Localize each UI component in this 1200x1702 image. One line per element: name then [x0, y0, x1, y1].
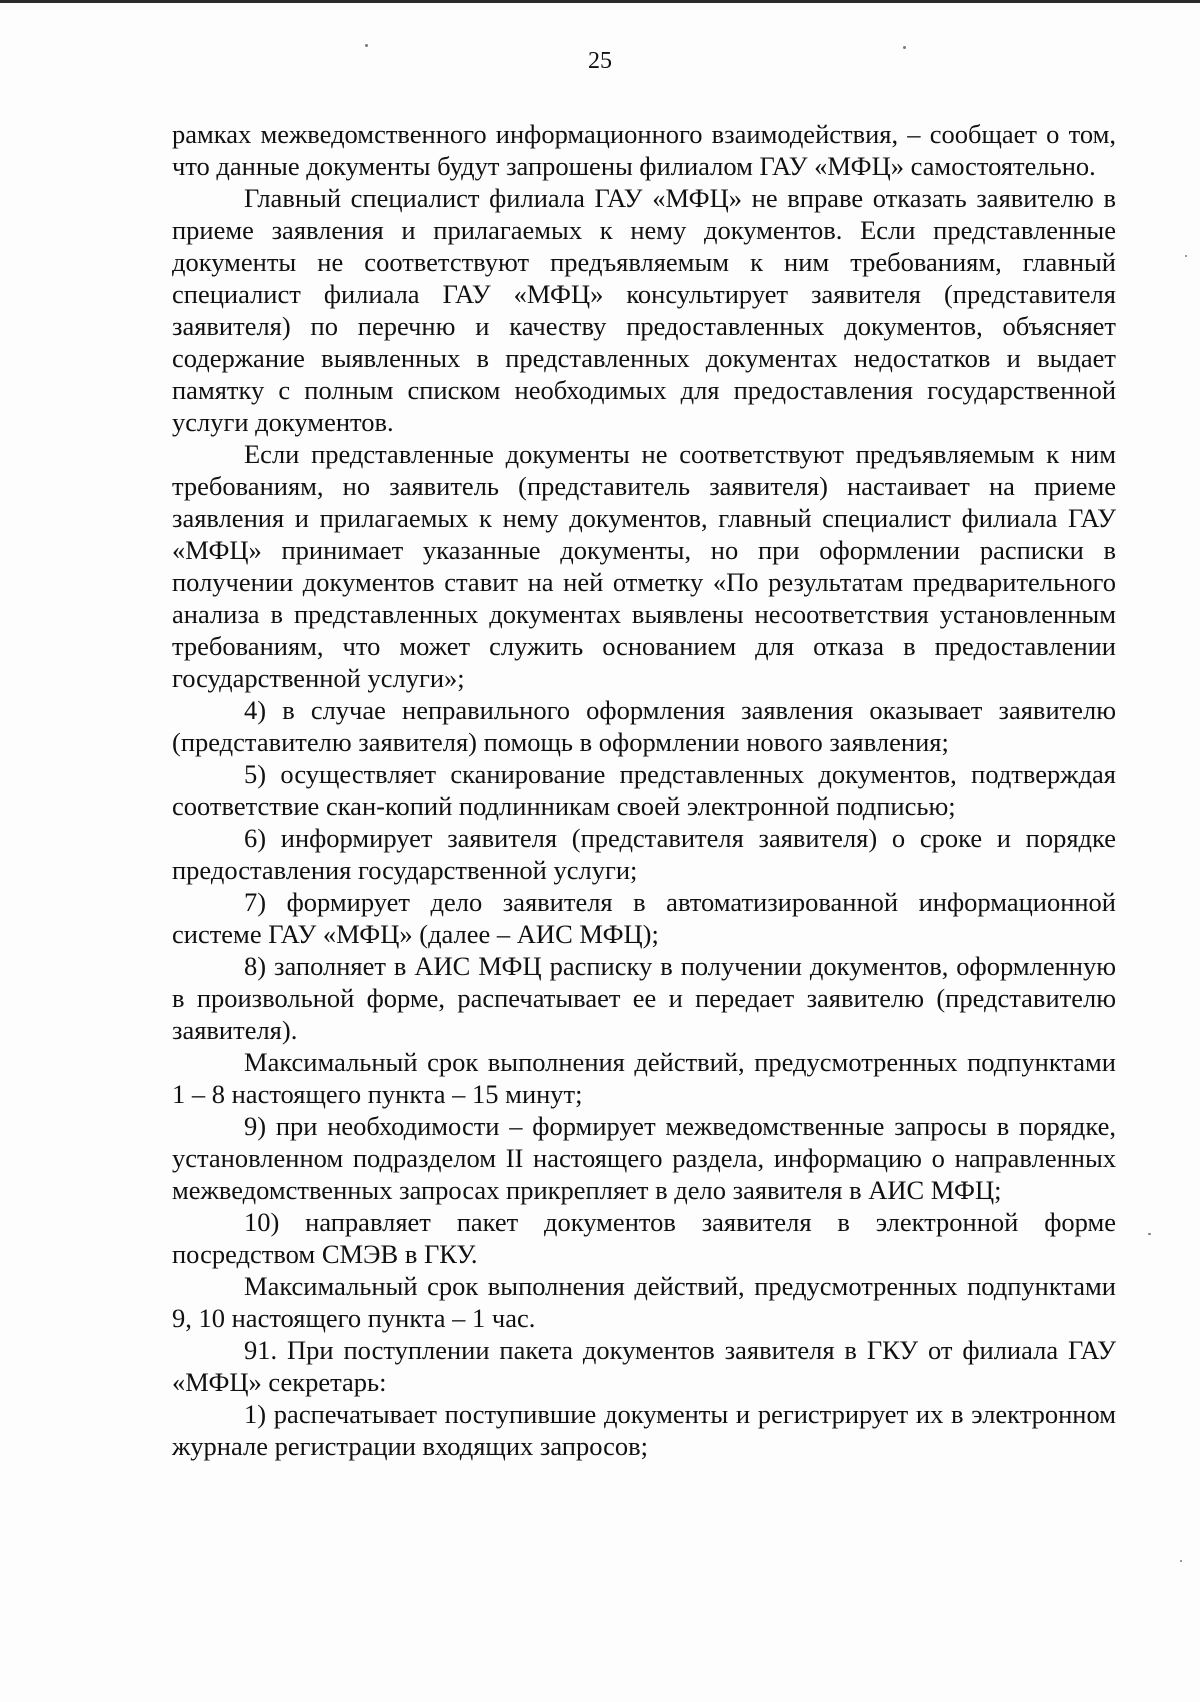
- scan-speck: [1185, 255, 1187, 257]
- paragraph-max-time-9-10: Максимальный срок выполнения действий, предусмотренных подпунктами 9, 10 настоящего пункта – 1 час.: [172, 1271, 1116, 1333]
- paragraph-item-91: 91. При поступлении пакета документов заявителя в ГКУ от филиала ГАУ «МФЦ» секретарь:: [172, 1335, 1116, 1397]
- list-item-6: 6) информирует заявителя (представителя заявителя) о сроке и порядке предоставления государственной услуги;: [172, 823, 1116, 885]
- list-item-5: 5) осуществляет сканирование представленных документов, подтверждая соответствие скан-копий подлинникам своей электронной подписью;: [172, 759, 1116, 821]
- scan-speck: [1148, 1233, 1151, 1235]
- list-item-10: 10) направляет пакет документов заявителя в электронной форме посредством СМЭВ в ГКУ.: [172, 1207, 1116, 1269]
- scan-top-edge: [0, 0, 1200, 3]
- scan-speck: [365, 44, 368, 47]
- list-item-91-1: 1) распечатывает поступившие документы и регистрирует их в электронном журнале регистрации входящих запросов;: [172, 1399, 1116, 1461]
- scan-speck: [1180, 1560, 1182, 1562]
- paragraph-max-time-1-8: Максимальный срок выполнения действий, предусмотренных подпунктами 1 – 8 настоящего пункта – 15 минут;: [172, 1047, 1116, 1109]
- document-body: [172, 118, 1116, 1462]
- paragraph-specialist-refusal: Главный специалист филиала ГАУ «МФЦ» не вправе отказать заявителю в приеме заявления и прилагаемых к нему документов. Если представленные документы не соответствуют предъявляемым к ним требованиям, главный специалист филиала ГАУ «МФЦ» консультирует заявителя (представителя заявителя) по перечню и качеству предоставленных документов, объясняет содержание выявленных в представленных документах недостатков и выдает памятку с полным списком необходимых для предоставления государственной услуги документов.: [172, 183, 1116, 437]
- list-item-4: 4) в случае неправильного оформления заявления оказывает заявителю (представителю заявителя) помощь в оформлении нового заявления;: [172, 695, 1116, 757]
- scan-speck: [903, 46, 906, 49]
- list-item-9: 9) при необходимости – формирует межведомственные запросы в порядке, установленном подразделом II настоящего раздела, информацию о направленных межведомственных запросах прикрепляет в дело заявителя в АИС МФЦ;: [172, 1111, 1116, 1205]
- paragraph-applicant-insists: Если представленные документы не соответствуют предъявляемым к ним требованиям, но заявитель (представитель заявителя) настаивает на приеме заявления и прилагаемых к нему документов, главный специалист филиала ГАУ «МФЦ» принимает указанные документы, но при оформлении расписки в получении документов ставит на ней отметку «По результатам предварительного анализа в представленных документах выявлены несоответствия установленным требованиям, что может служить основанием для отказа в предоставлении государственной услуги»;: [172, 439, 1116, 693]
- page-number: 25: [588, 48, 612, 74]
- list-item-7: 7) формирует дело заявителя в автоматизированной информационной системе ГАУ «МФЦ» (далее – АИС МФЦ);: [172, 887, 1116, 949]
- paragraph-continuation: рамках межведомственного информационного взаимодействия, – сообщает о том, что данные документы будут запрошены филиалом ГАУ «МФЦ» самостоятельно.: [172, 119, 1116, 181]
- list-item-8: 8) заполняет в АИС МФЦ расписку в получении документов, оформленную в произвольной форме, распечатывает ее и передает заявителю (представителю заявителя).: [172, 951, 1116, 1045]
